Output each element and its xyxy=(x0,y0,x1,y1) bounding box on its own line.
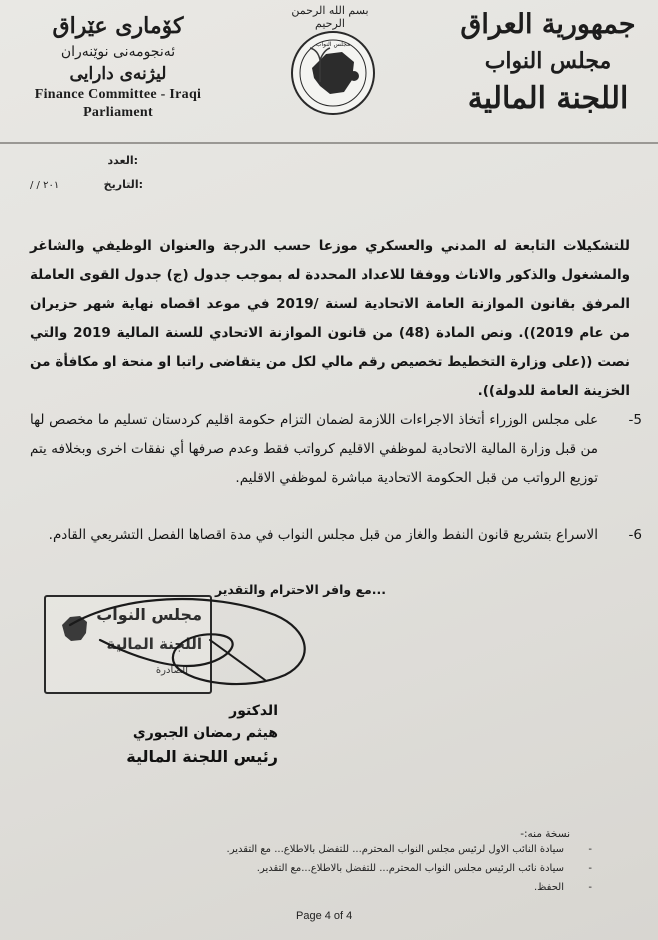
numbered-items-2 xyxy=(30,521,642,550)
list-item xyxy=(30,406,642,493)
signer-position: رئيس اللجنة المالية xyxy=(126,747,278,766)
closing-line: مع وافر الاحترام والتقدير... xyxy=(214,582,386,597)
header-committee-ku: لیژنه‌ی دارایی xyxy=(69,64,167,84)
header-country-ku: كۆماری عێراق xyxy=(52,13,184,39)
page-number: Page 4 of 4 xyxy=(296,910,353,922)
header-english-line1: Finance Committee - Iraqi xyxy=(34,87,202,102)
handwritten-signature xyxy=(60,585,320,695)
signer-title: الدكتور xyxy=(229,703,278,719)
copies-label: نسخة منه:- xyxy=(520,828,570,840)
copy-item: - سيادة النائب الاول لرئيس مجلس النواب المحترم... للتفضل بالاطلاع... مع التقدير. xyxy=(70,840,570,859)
kurdish-english-header xyxy=(18,10,218,122)
parliament-logo xyxy=(290,30,376,116)
item-number: 5- xyxy=(628,412,642,428)
letter-body xyxy=(30,232,630,406)
logo-text: مجلس النواب xyxy=(315,41,351,48)
header-english-line2: Parliament xyxy=(83,105,153,120)
signature-block xyxy=(126,700,278,770)
signer-name: هيثم رمضان الجبوري xyxy=(132,725,278,741)
stamp-line3: الصادرة xyxy=(155,665,188,676)
body-paragraph: للتشكيلات التابعة له المدني والعسكري موزعا حسب الدرجة والعنوان الوظيفي والشاغر والمشغول والذكور والاناث ووفقا للاعداد المحددة له بموجب جدول (ج) جدول القوى العاملة المرفق بقانون الموازنة العامة الاتحادية لسنة /2019 في موعد اقصاه نهاية شهر حزيران من عام 2019)). ونص المادة (48) من قانون الموازنة الاتحادي للسنة المالية 2019 والتي نصت ((على وزارة التخطيط تخصيص رقم مالي لكل من يتقاضى راتبا او منحة او مكافأة من الخزينة العامة للدولة)). xyxy=(30,238,630,399)
header-country-ar: جمهورية العراق xyxy=(460,9,636,40)
numbered-items xyxy=(30,406,642,493)
number-label: العدد: xyxy=(107,154,138,167)
header-divider xyxy=(0,142,658,144)
copy-item: - سيادة نائب الرئيس مجلس النواب المحترم... للتفضل بالاطلاع...مع التقدير. xyxy=(70,859,570,878)
date-label: التاريخ: xyxy=(103,178,143,191)
stamp-line1: مجلس النواب xyxy=(96,605,202,624)
item-number: 6- xyxy=(628,527,642,543)
stamp-line2: اللجنة المالية xyxy=(106,635,202,653)
header-parliament-ar: مجلس النواب xyxy=(484,48,612,74)
item-text: على مجلس الوزراء أتخاذ الاجراءات اللازمة لضمان التزام حكومة اقليم كردستان تسليم ما مخصص لها من قبل وزارة المالية الاتحادية لموظفي الاقليم كرواتب فقط وعدم صرفها أي نفقات اخرى وبخلافه يتم توزيع الرواتب من قبل الحكومة الاتحادية مباشرة لموظفي الاقليم. xyxy=(30,412,598,486)
header-committee-ar: اللجنة المالية xyxy=(467,81,629,116)
arabic-header xyxy=(458,6,638,120)
item-text: الاسراع بتشريع قانون النفط والغاز من قبل مجلس النواب في مدة اقصاها الفصل التشريعي القادم. xyxy=(48,527,598,543)
list-item xyxy=(30,521,642,550)
copy-item: - الحفظ. xyxy=(70,878,570,897)
copies-list xyxy=(70,840,570,897)
basmala: بسم الله الرحمن الرحيم xyxy=(291,4,369,30)
header-parliament-ku: ئه‌نجومه‌نی نوێنه‌ران xyxy=(60,44,176,60)
date-value: / / ٢٠١ xyxy=(30,180,60,191)
